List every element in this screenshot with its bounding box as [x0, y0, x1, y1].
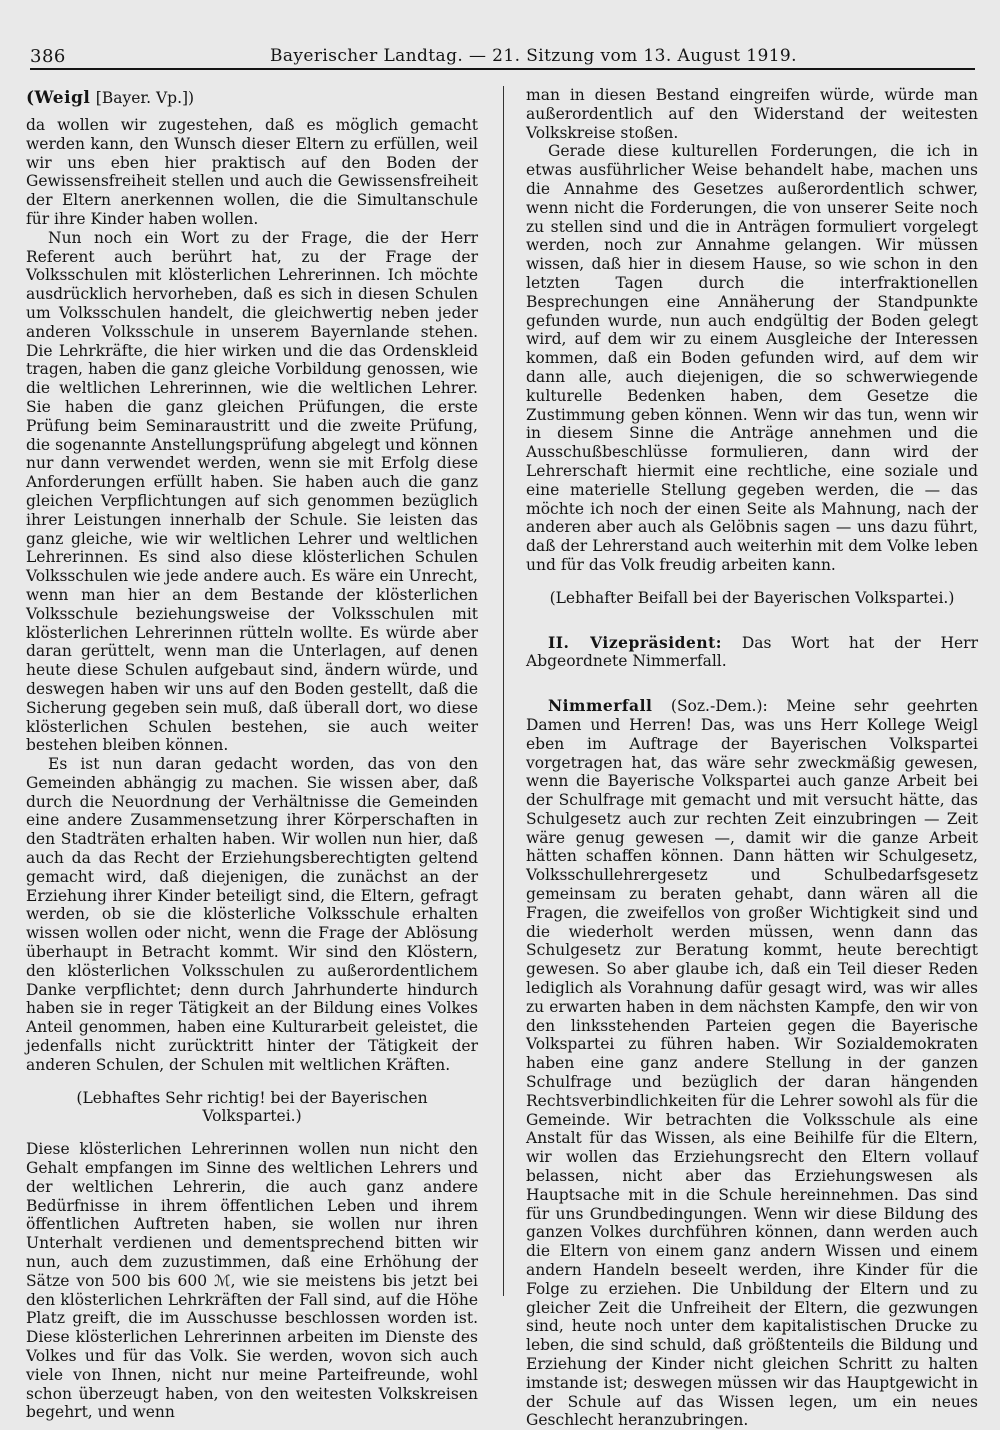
page-header	[30, 40, 975, 70]
paragraph: Es ist nun daran gedacht worden, das von den Gemeinden abhängig zu machen. Sie wissen aber, daß durch die Neuordnung der Verhältnisse die Gemeinden eine andere Zusammensetzung ihrer Körperschaften in den Stadträten erhalten haben. Wir wollen nun hier, daß auch da das Recht der Erziehungsberechtigten geltend gemacht wird, daß diejenigen, die zunächst an der Erziehung ihrer Kinder beteiligt sind, die Eltern, gefragt werden, ob sie die klösterliche Volksschule erhalten wissen wollen oder nicht, wenn die Frage der Ablösung überhaupt in Betracht kommt. Wir sind den Klöstern, den klösterlichen Volksschulen zu außerordentlichem Danke verpflichtet; denn durch Jahrhunderte hindurch haben sie in reger Tätigkeit an der Bildung eines Volkes Anteil genommen, haben eine Kulturarbeit geleistet, die jedenfalls nicht zurücktritt hinter der Tätigkeit der anderen Schulen, der Schulen mit weltlichen Kräften.	[26, 755, 478, 1074]
speech-paragraph	[526, 697, 978, 1430]
paragraph: Diese klösterlichen Lehrerinnen wollen nun nicht den Gehalt empfangen im Sinne des weltlichen Lehrers und der weltlichen Lehrerin, die auch ganz andere Bedürfnisse in ihrem öffentlichen Leben und ihrem öffentlichen Auftreten haben, sie wollen nur ihren Unterhalt verdienen und dementsprechend bitten wir nun, auch dem zuzustimmen, daß eine Erhöhung der Sätze von 500 bis 600 ℳ, wie sie meistens bis jetzt bei den klösterlichen Lehrkräften der Fall sind, auf die Höhe Platz greift, die im Ausschusse beschlossen worden ist. Diese klösterlichen Lehrerinnen arbeiten im Dienste des Volkes und für das Volk. Sie werden, wovon sich auch viele von Ihnen, nicht nur meine Parteifreunde, wohl schon überzeugt haben, von den weitesten Volkskreisen begehrt, und wenn	[26, 1140, 478, 1422]
speaker-name: Nimmerfall	[548, 696, 653, 716]
speaker-name: (Weigl	[26, 88, 91, 108]
vice-president-text: Das Wort hat der Herr Abgeordnete Nimmerfall.	[526, 633, 978, 671]
interjection: (Lebhafter Beifall bei der Bayerischen Volkspartei.)	[549, 588, 955, 607]
right-column	[526, 86, 978, 1430]
page-number: 386	[30, 46, 66, 67]
vice-president-statement	[526, 634, 978, 672]
interjection: (Lebhaftes Sehr richtig! bei der Bayerischen Volkspartei.)	[76, 1088, 428, 1126]
speaker-continuation-label	[26, 86, 478, 110]
speaker-party: [Bayer. Vp.])	[95, 89, 195, 107]
header-rule	[30, 68, 975, 70]
speech-text: Meine sehr geehrten Damen und Herren! Das, was uns Herr Kollege Weigl eben im Auftrage der Bayerischen Volkspartei vorgetragen hat, das wäre sehr zweckmäßig gewesen, wenn die Bayerische Volkspartei auch ganze Arbeit bei der Schulfrage mit gemacht und mit versucht hätte, das Schulgesetz auch zur rechten Zeit einzubringen — Zeit wäre genug gewesen —, damit wir die ganze Arbeit hätten schaffen können. Dann hätten wir Schulgesetz, Volksschullehrergesetz und Schulbedarfsgesetz gemeinsam zu beraten gehabt, dann wären all die Fragen, die zweifellos von großer Wichtigkeit sind und die wiederholt werden müssen, wenn dann das Schulgesetz zur Beratung kommt, heute berechtigt gewesen. So aber glaube ich, daß ein Teil dieser Reden lediglich als Vorahnung dafür gesagt wird, was wir alles zu erwarten haben in dem nächsten Kampfe, den wir von den linksstehenden Parteien gegen die Bayerische Volkspartei zu führen haben. Wir Sozialdemokraten haben eine ganz andere Stellung in der ganzen Schulfrage und bezüglich der daran hängenden Rechtsverbindlichkeiten für die Lehrer sowohl als für die Gemeinde. Wir betrachten die Volksschule als eine Anstalt für das Wissen, als eine Beihilfe für die Eltern, wir wollen das Erziehungsrecht den Eltern vollauf belassen, nicht aber das Erziehungswesen als Hauptsache mit in die Schule hereinnehmen. Das sind für uns Grundbedingungen. Wenn wir diese Bildung des ganzen Volkes durchführen können, dann werden auch die Eltern von einem ganz andern Wissen und einem andern Handeln beseelt werden, ihre Kinder für die Folge zu erziehen. Die Unbildung der Eltern und zu gleicher Zeit die Unfreiheit der Eltern, die gezwungen sind, heute noch unter dem kapitalistischen Drucke zu leben, die sind schuld, daß größtenteils die Bildung und Erziehung der Kinder nicht gleichen Schritt zu halten imstande ist; deswegen müssen wir das Hauptgewicht in der Schule auf das Wissen legen, um ein neues Geschlecht heranzubringen.	[526, 697, 978, 1430]
vice-president-label: II. Vizepräsident:	[548, 632, 722, 652]
left-column	[26, 86, 478, 1422]
speaker-party: (Soz.-Dem.):	[670, 697, 768, 716]
paragraph: Nun noch ein Wort zu der Frage, die der Herr Referent auch berührt hat, zu der Frage der Volksschulen mit klösterlichen Lehrerinnen. Ich möchte ausdrücklich hervorheben, daß es sich in diesen Schulen um Volksschulen handelt, die gleichwertig neben jeder anderen Volksschule in unserem Bayernlande stehen. Die Lehrkräfte, die hier wirken und die das Ordenskleid tragen, haben die ganz gleiche Vorbildung genossen, wie die weltlichen Lehrerinnen, wie die weltlichen Lehrer. Sie haben die ganz gleichen Prüfungen, die erste Prüfung beim Seminaraustritt und die zweite Prüfung, die sogenannte Anstellungsprüfung abgelegt und können nur dann verwendet werden, wenn sie mit Erfolg diese Anforderungen erfüllt haben. Sie haben auch die ganz gleichen Verpflichtungen auf sich genommen bezüglich ihrer Leistungen innerhalb der Schule. Sie leisten das ganz gleiche, wie wir weltlichen Lehrer und weltlichen Lehrerinnen. Es sind also diese klösterlichen Schulen Volksschulen wie jede andere auch. Es wäre ein Unrecht, wenn man hier an dem Bestande der klösterlichen Volksschule beziehungsweise der Volksschulen mit klösterlichen Lehrerinnen rütteln wollte. Es würde aber daran gerüttelt, wenn man die Unterlagen, auf denen heute diese Schulen aufgebaut sind, ändern würde, und deswegen haben wir uns auf den Boden gestellt, daß die Sicherung gegeben sein muß, daß überall dort, wo diese klösterlichen Schulen bestehen, sie auch weiter bestehen bleiben können.	[26, 228, 478, 755]
paragraph: Gerade diese kulturellen Forderungen, die ich in etwas ausführlicher Weise behandelt habe, machen uns die Annahme des Gesetzes außerordentlich schwer, wenn nicht die Forderungen, die von unserer Seite noch zu stellen sind und die in Anträgen formuliert vorgelegt werden, noch zur Annahme gelangen. Wir müssen wissen, daß hier in diesem Hause, so wie schon in den letzten Tagen durch die interfraktionellen Besprechungen eine Annäherung der Standpunkte gefunden wurde, nun auch endgültig der Boden gelegt wird, auf dem wir zu einem Ausgleiche der Interessen kommen, daß ein Boden gefunden wird, auf dem wir dann alle, auch diejenigen, die so schwerwiegende kulturelle Bedenken haben, dem Gesetze die Zustimmung geben können. Wenn wir das tun, wenn wir in diesem Sinne die Anträge annehmen und die Ausschußbeschlüsse formulieren, dann wird der Lehrerschaft hiermit eine rechtliche, eine soziale und eine materielle Stellung gegeben werden, die — das möchte ich noch der einen Seite als Mahnung, nach der anderen aber auch als Gelöbnis sagen — uns dazu führt, daß der Lehrerstand auch weiterhin mit dem Volke leben und für das Volk freudig arbeiten kann.	[526, 142, 978, 574]
paragraph: da wollen wir zugestehen, daß es möglich gemacht werden kann, den Wunsch dieser Eltern zu erfüllen, weil wir uns eben hier praktisch auf den Boden der Gewissensfreiheit stellen und auch die Gewissensfreiheit der Eltern anerkennen wollen, die die Simultanschule für ihre Kinder haben wollen.	[26, 116, 478, 228]
running-title: Bayerischer Landtag. — 21. Sitzung vom 13. August 1919.	[270, 46, 797, 66]
paragraph: man in diesen Bestand eingreifen würde, würde man außerordentlich auf den Widerstand der weitesten Volkskreise stoßen.	[526, 86, 978, 142]
column-divider	[503, 86, 504, 1296]
